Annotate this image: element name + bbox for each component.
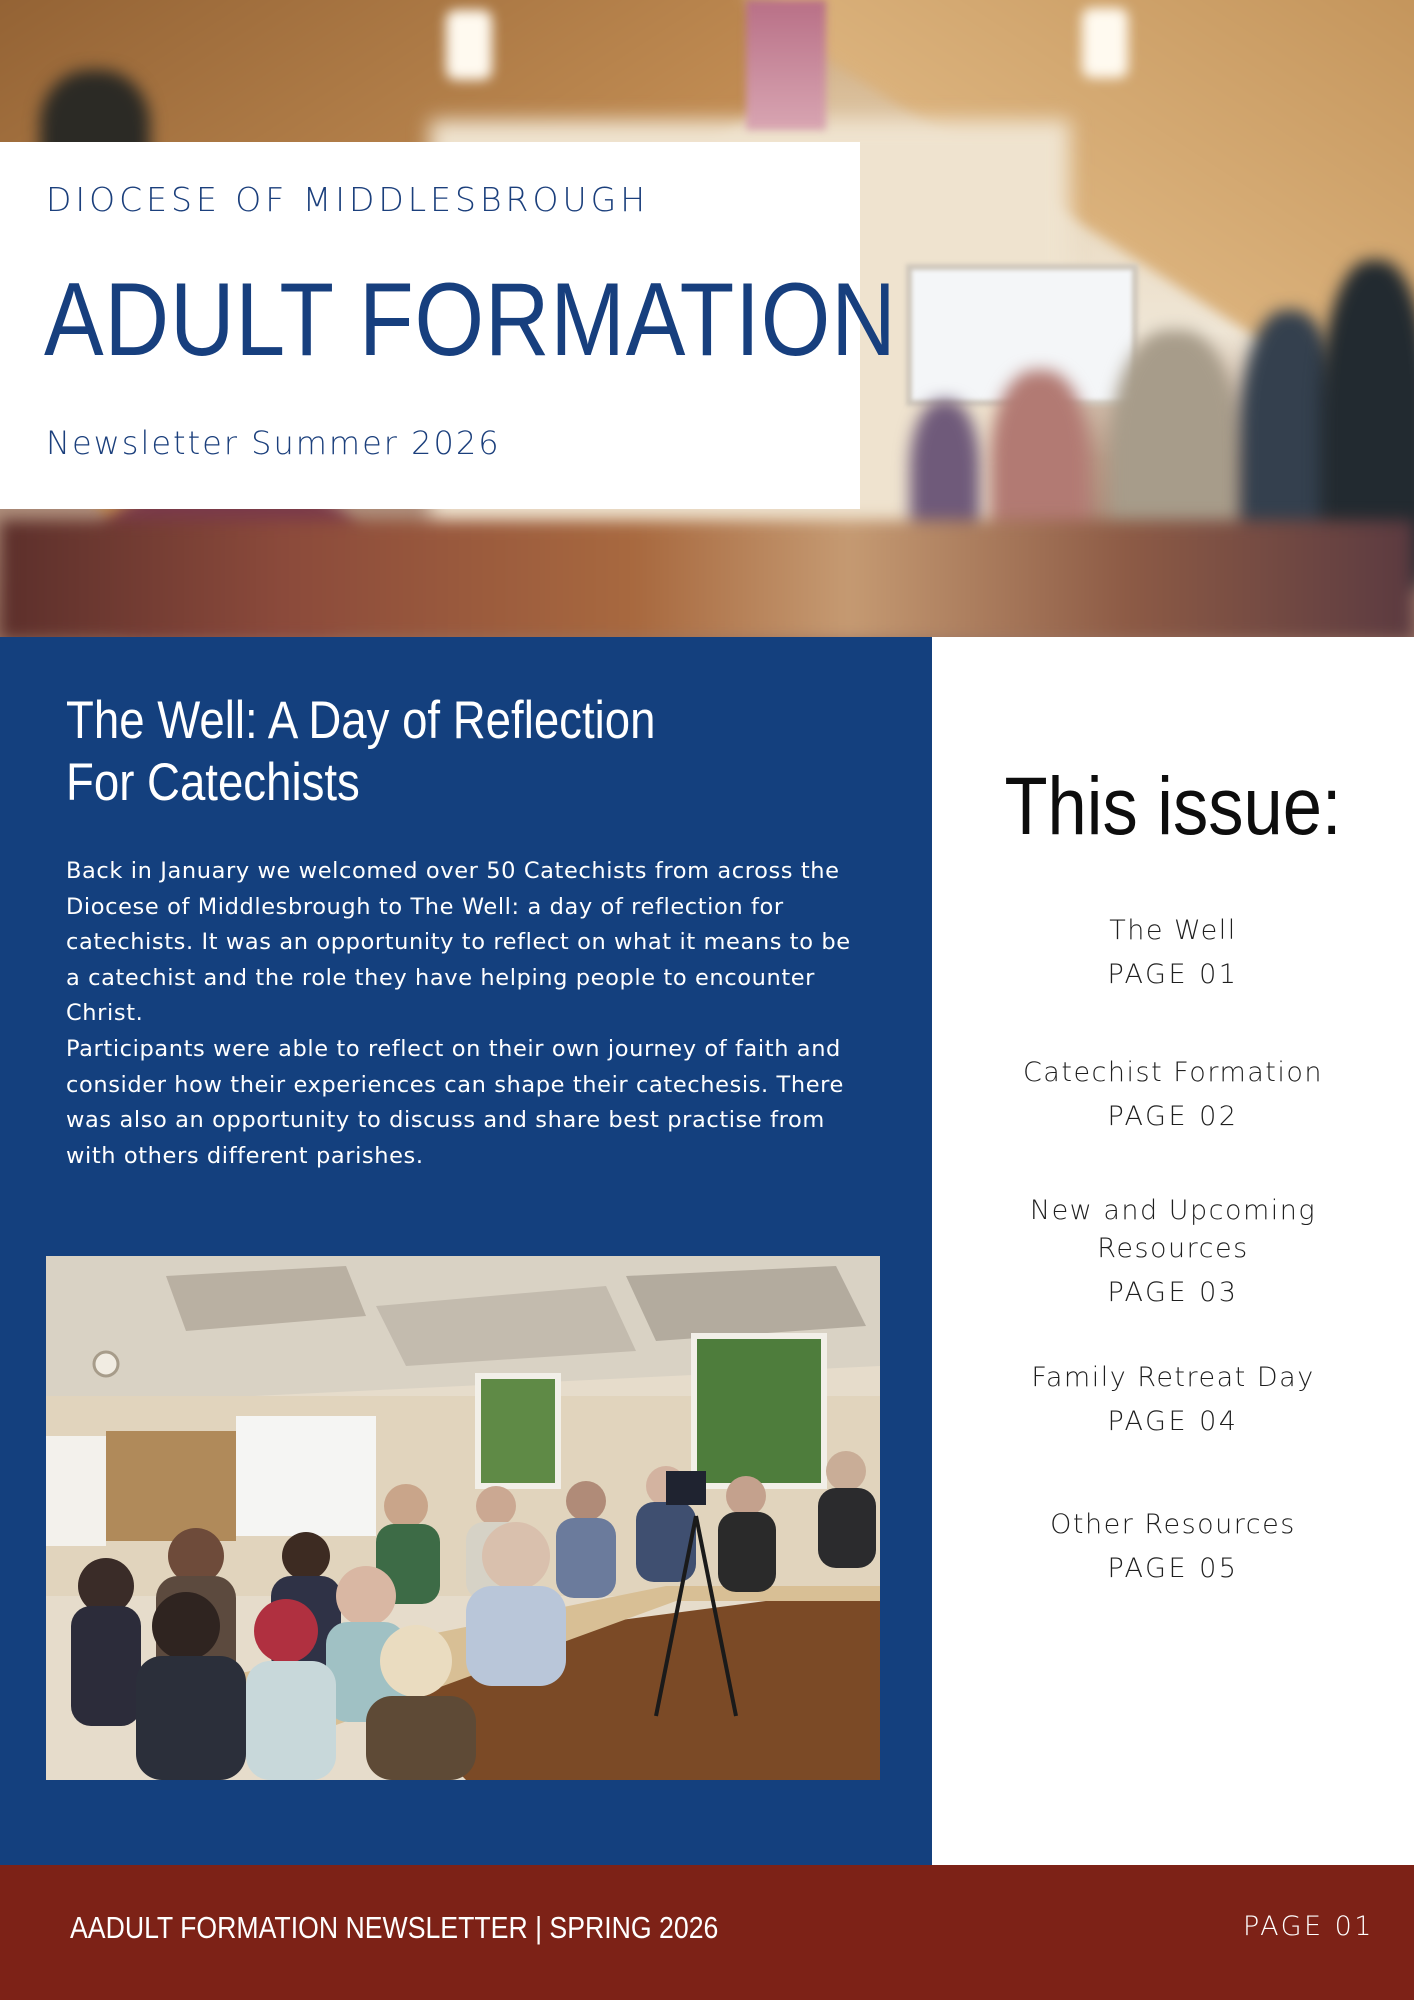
article-title: The Well: A Day of Reflection For Catechists	[66, 691, 656, 812]
toc-item-new-resources[interactable]	[1010, 1192, 1336, 1318]
toc-item-title: Catechist Formation	[1022, 1057, 1324, 1088]
toc-item-family-retreat[interactable]	[990, 1359, 1356, 1447]
toc-item-page: PAGE 01	[1107, 959, 1239, 990]
newsletter-edition: Newsletter Summer 2026	[46, 424, 501, 462]
footer-title: AADULT FORMATION NEWSLETTER | SPRING 2026	[70, 1910, 719, 1945]
toc-item-title: Family Retreat Day	[1031, 1362, 1315, 1393]
page-number: PAGE 01	[1243, 1911, 1374, 1942]
toc-item-title: The Well	[1109, 915, 1237, 946]
catechists-group-photo	[46, 1256, 880, 1780]
article-body	[66, 854, 866, 1174]
toc-item-page: PAGE 04	[1107, 1406, 1239, 1437]
article-paragraph: Participants were able to reflect on their own journey of faith and consider how their experiences can shape their catechesis. There was also an opportunity to discuss and share best practise from with others different parishes.	[66, 1035, 844, 1169]
toc-item-the-well[interactable]	[990, 912, 1356, 1000]
toc-item-title: Other Resources	[1050, 1509, 1296, 1540]
newsletter-title: ADULT FORMATION	[44, 262, 897, 378]
toc-item-page: PAGE 03	[1107, 1277, 1239, 1308]
toc-item-catechist-formation[interactable]	[990, 1054, 1356, 1142]
article-paragraph: Back in January we welcomed over 50 Catechists from across the Diocese of Middlesbrough to The Well: a day of reflection for catechists. It was an opportunity to reflect on what it means to be a catechist and the role they have helping people to encounter Christ.	[66, 858, 851, 1027]
diocese-name: DIOCESE OF MIDDLESBROUGH	[46, 180, 650, 219]
issue-heading: This issue:	[1004, 761, 1342, 852]
toc-item-other-resources[interactable]	[990, 1506, 1356, 1594]
toc-item-page: PAGE 02	[1107, 1101, 1239, 1132]
toc-item-page: PAGE 05	[1107, 1553, 1239, 1584]
toc-item-title: New and Upcoming Resources	[1029, 1195, 1317, 1264]
